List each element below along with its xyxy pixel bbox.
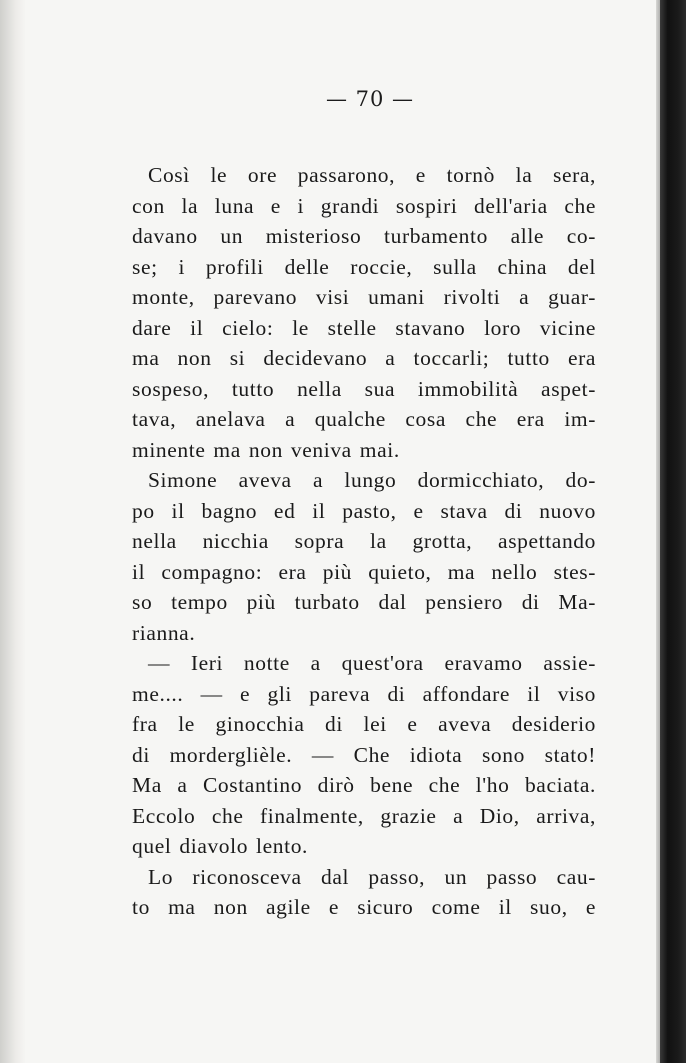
book-binding-edge	[660, 0, 686, 1063]
text-line: to ma non agile e sicuro come il suo, e	[132, 895, 596, 919]
text-line: Lo riconosceva dal passo, un passo cau-	[148, 864, 596, 889]
text-line: di morderglièle. — Che idiota sono stato!	[132, 742, 596, 767]
text-line: po il bagno ed il pasto, e stava di nuovo	[132, 498, 596, 523]
text-line: quel diavolo lento.	[132, 834, 309, 858]
text-line: Così le ore passarono, e tornò la sera,	[148, 163, 596, 187]
text-line: me.... — e gli pareva di affondare il viso	[132, 681, 596, 706]
text-line: minente ma non veniva mai.	[132, 437, 400, 462]
text-line: — Ieri notte a quest'ora eravamo assie-	[148, 651, 596, 675]
text-line: so tempo più turbato dal pensiero di Ma-	[132, 590, 596, 614]
text-line: davano un misterioso turbamento alle co-	[132, 224, 596, 248]
text-line: Ma a Costantino dirò bene che l'ho baciata.	[132, 773, 596, 797]
page-gutter-shadow	[0, 0, 26, 1063]
text-line: tava, anelava a qualche cosa che era im-	[132, 407, 596, 431]
text-line: nella nicchia sopra la grotta, aspettando	[132, 529, 596, 553]
page-number: — 70 —	[325, 87, 415, 111]
body-text	[132, 160, 596, 923]
text-line: se; i profili delle roccie, sulla china del	[132, 254, 596, 279]
text-line: rianna.	[132, 620, 196, 645]
text-line: con la luna e i grandi sospiri dell'aria che	[132, 193, 596, 218]
text-line: fra le ginocchia di lei e aveva desiderio	[132, 712, 596, 736]
text-line: monte, parevano visi umani rivolti a guar-	[132, 285, 596, 309]
text-line: sospeso, tutto nella sua immobilità aspet-	[132, 376, 596, 401]
text-line: ma non si decidevano a toccarli; tutto era	[132, 346, 596, 370]
text-line: dare il cielo: le stelle stavano loro vicine	[132, 315, 596, 340]
text-line: Eccolo che finalmente, grazie a Dio, arriva,	[132, 803, 596, 828]
text-line: Simone aveva a lungo dormicchiato, do-	[148, 468, 596, 492]
text-line: il compagno: era più quieto, ma nello stes-	[132, 559, 596, 584]
